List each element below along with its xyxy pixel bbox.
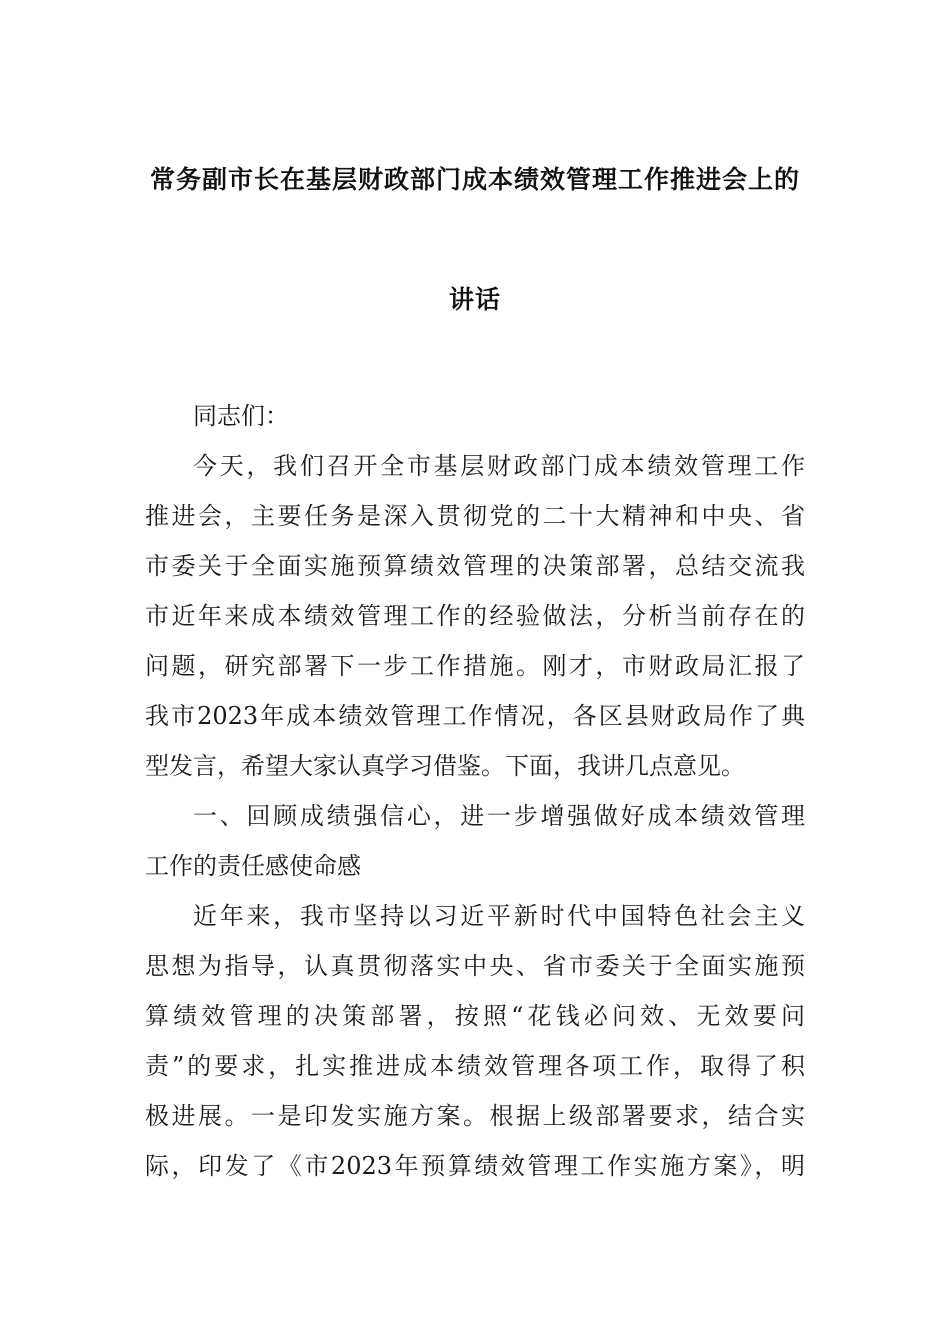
- paragraph-2-line-3: 算绩效管理的决策部署，按照“花钱必问效、无效要问: [145, 1002, 805, 1030]
- section-heading-1-line-1: 一、回顾成绩强信心，进一步增强做好成本绩效管理: [193, 802, 805, 830]
- paragraph-1-line-2: 推进会，主要任务是深入贯彻党的二十大精神和中央、省: [145, 502, 805, 530]
- paragraph-1-line-1: 今天，我们召开全市基层财政部门成本绩效管理工作: [193, 452, 805, 480]
- paragraph-2-line-2: 思想为指导，认真贯彻落实中央、省市委关于全面实施预: [145, 952, 805, 980]
- document-title-line-1: 常务副市长在基层财政部门成本绩效管理工作推进会上的: [149, 165, 800, 194]
- paragraph-2-line-1: 近年来，我市坚持以习近平新时代中国特色社会主义: [193, 902, 805, 930]
- paragraph-2-line-5: 极进展。一是印发实施方案。根据上级部署要求，结合实: [145, 1102, 805, 1130]
- paragraph-1-line-3: 市委关于全面实施预算绩效管理的决策部署，总结交流我: [145, 552, 805, 580]
- paragraph-1-line-4: 市近年来成本绩效管理工作的经验做法，分析当前存在的: [145, 602, 805, 630]
- paragraph-1-line-5: 问题，研究部署下一步工作措施。刚才，市财政局汇报了: [145, 652, 805, 680]
- paragraph-2-line-4: 责”的要求，扎实推进成本绩效管理各项工作，取得了积: [145, 1052, 805, 1080]
- salutation: 同志们：: [193, 402, 289, 430]
- section-heading-1-line-2: 工作的责任感使命感: [145, 852, 361, 880]
- paragraph-1-line-7: 型发言，希望大家认真学习借鉴。下面，我讲几点意见。: [145, 752, 745, 780]
- document-title-line-2: 讲话: [448, 285, 501, 314]
- paragraph-2-line-6: 际，印发了《市2023年预算绩效管理工作实施方案》，明: [145, 1152, 805, 1180]
- paragraph-1-line-6: 我市2023年成本绩效管理工作情况，各区县财政局作了典: [145, 702, 805, 730]
